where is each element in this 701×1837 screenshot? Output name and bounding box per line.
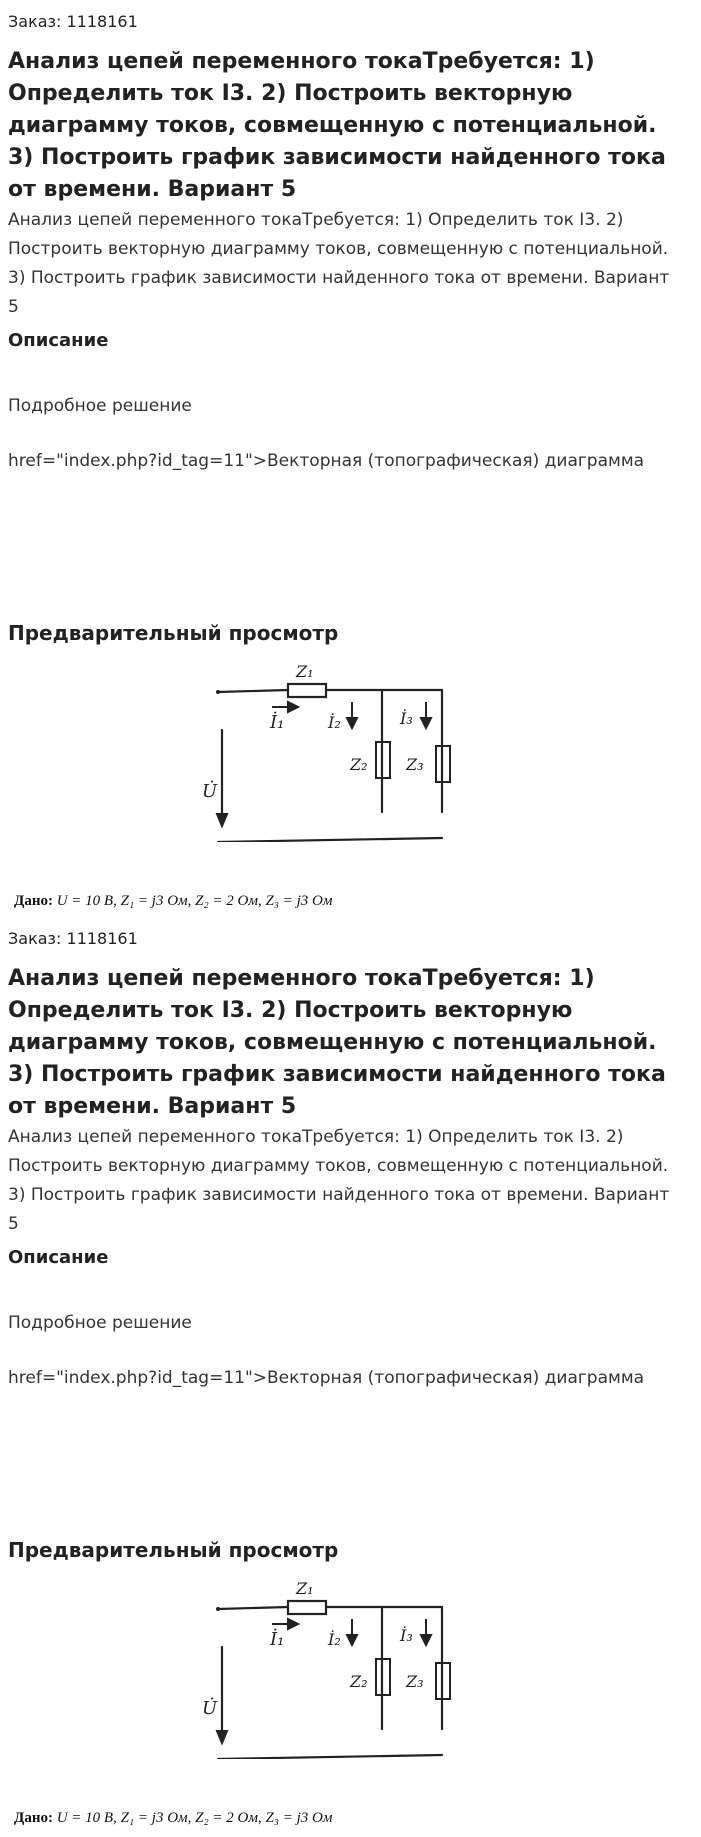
- given-z3: Z₃ = j3 Ом: [265, 1810, 333, 1826]
- given-sep: ,: [257, 1810, 262, 1826]
- preview-heading: Предварительный просмотр: [8, 621, 339, 645]
- given-sep: ,: [257, 893, 262, 909]
- given-z1: Z₁ = j3 Ом: [120, 893, 188, 909]
- preview-heading: Предварительный просмотр: [8, 1538, 339, 1562]
- description-heading: Описание: [8, 330, 109, 351]
- i1-label: İ₁: [270, 1629, 285, 1650]
- given-z2: Z₂ = 2 Ом: [195, 1810, 258, 1826]
- given-data: [14, 893, 332, 910]
- tag-link[interactable]: href="index.php?id_tag=11">Векторная (топографическая) диаграмма: [8, 1368, 645, 1388]
- order-number: Заказ: 1118161: [8, 12, 138, 31]
- z2-label: Z₂: [350, 755, 368, 774]
- given-label: Дано:: [14, 893, 53, 909]
- description-heading: Описание: [8, 1247, 109, 1268]
- given-z1: Z₁ = j3 Ом: [120, 1810, 188, 1826]
- order-lead: Анализ цепей переменного токаТребуется: 1) Определить ток I3. 2) Построить векторную диаграмму токов, совмещенную с потенциальной. 3) Построить график зависимости найденного тока от времени. Вариант 5: [8, 210, 670, 317]
- given-sep: ,: [113, 1810, 117, 1826]
- i3-label: İ₃: [400, 1626, 413, 1645]
- z3-label: Z₃: [406, 1672, 424, 1691]
- circuit-diagram: [200, 1579, 460, 1759]
- circuit-diagram: [200, 662, 460, 842]
- z2-label: Z₂: [350, 1672, 368, 1691]
- z1-label: Z₁: [296, 1579, 314, 1598]
- order-block-2: [0, 917, 701, 1837]
- tag-link[interactable]: href="index.php?id_tag=11">Векторная (топографическая) диаграмма: [8, 451, 645, 471]
- order-title: Анализ цепей переменного токаТребуется: 1) Определить ток I3. 2) Построить векторную диаграмму токов, совмещенную с потенциальной. 3) Построить график зависимости найденного тока от времени. Вариант 5: [8, 966, 666, 1119]
- i3-label: İ₃: [400, 709, 413, 728]
- z3-label: Z₃: [406, 755, 424, 774]
- given-z2: Z₂ = 2 Ом: [195, 893, 258, 909]
- u-label: U̇: [202, 1698, 218, 1719]
- order-lead: Анализ цепей переменного токаТребуется: 1) Определить ток I3. 2) Построить векторную диаграмму токов, совмещенную с потенциальной. 3) Построить график зависимости найденного тока от времени. Вариант 5: [8, 1127, 670, 1234]
- given-label: Дано:: [14, 1810, 53, 1826]
- given-sep: ,: [187, 1810, 192, 1826]
- given-sep: ,: [113, 893, 117, 909]
- given-u: U = 10 B: [56, 893, 114, 909]
- given-z3: Z₃ = j3 Ом: [265, 893, 333, 909]
- z1-label: Z₁: [296, 662, 314, 681]
- i2-label: İ₂: [328, 1630, 341, 1649]
- detail-text: Подробное решение: [8, 1313, 192, 1333]
- i1-label: İ₁: [270, 712, 285, 733]
- order-title: Анализ цепей переменного токаТребуется: 1) Определить ток I3. 2) Построить векторную диаграмму токов, совмещенную с потенциальной. 3) Построить график зависимости найденного тока от времени. Вариант 5: [8, 49, 666, 202]
- given-sep: ,: [187, 893, 192, 909]
- given-u: U = 10 B: [56, 1810, 114, 1826]
- given-data: [14, 1810, 332, 1827]
- i2-label: İ₂: [328, 713, 341, 732]
- detail-text: Подробное решение: [8, 396, 192, 416]
- order-number: Заказ: 1118161: [8, 929, 138, 948]
- u-label: U̇: [202, 781, 218, 802]
